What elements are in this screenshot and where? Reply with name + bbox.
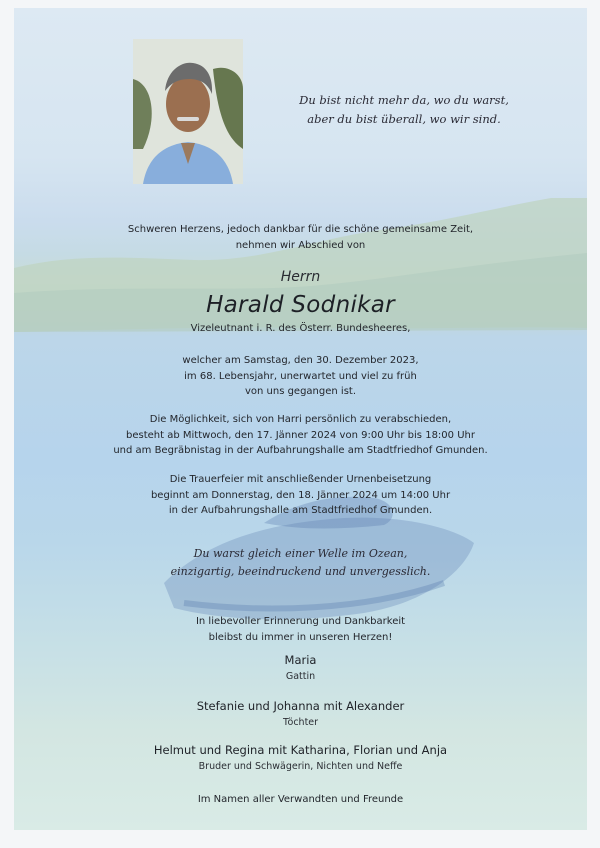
obituary-card [14,8,587,830]
family-member-role: Gattin [285,671,316,682]
top-quote [254,91,554,129]
farewell-line: besteht ab Mittwoch, den 17. Jänner 2024 von 9:00 Uhr bis 18:00 Uhr [126,429,475,441]
family-member-names: Stefanie und Johanna mit Alexander [196,699,405,713]
death-line: welcher am Samstag, den 30. Dezember 2023, [182,355,419,366]
middle-quote-line: Du warst gleich einer Welle im Ozean, [193,547,408,560]
family-member-names: Helmut und Regina mit Katharina, Florian und Anja [153,743,448,757]
intro-line: nehmen wir Abschied von [235,239,366,251]
farewell-info [14,412,587,459]
death-line: im 68. Lebensjahr, unerwartet und viel zu früh [184,370,417,382]
portrait-photo [133,39,243,184]
ceremony-line: beginnt am Donnerstag, den 18. Jänner 2024 um 14:00 Uhr [150,489,451,501]
ceremony-line: in der Aufbahrungshalle am Stadtfriedhof Gmunden. [168,505,433,516]
family-member-role: Bruder und Schwägerin, Nichten und Neffe [198,761,403,772]
ceremony-info [14,472,587,519]
remembrance-line: bleibst du immer in unseren Herzen! [208,631,393,643]
ceremony-line: Die Trauerfeier mit anschließender Urnenbeisetzung [169,474,432,485]
salutation: Herrn [280,269,321,285]
deceased-name: Harald Sodnikar [206,292,395,318]
family-member-names: Maria [284,653,317,667]
death-line: von uns gegangen ist. [244,386,357,397]
intro-text [14,222,587,253]
top-quote-line: Du bist nicht mehr da, wo du warst, [299,93,509,107]
middle-quote-line: einzigartig, beeindruckend und unvergesslich. [170,565,431,578]
top-quote-line: aber du bist überall, wo wir sind. [307,112,501,126]
rank-title: Vizeleutnant i. R. des Österr. Bundesheeres, [190,323,411,334]
farewell-line: Die Möglichkeit, sich von Harri persönlich zu verabschieden, [149,414,452,425]
remembrance-text [14,614,587,645]
farewell-line: und am Begräbnistag in der Aufbahrungshalle am Stadtfriedhof Gmunden. [113,445,488,456]
closing-text: Im Namen aller Verwandten und Freunde [197,794,404,805]
middle-quote [14,545,587,581]
intro-line: Schweren Herzens, jedoch dankbar für die schöne gemeinsame Zeit, [127,224,474,235]
death-notice [14,353,587,400]
family-member-role: Töchter [282,717,319,728]
remembrance-line: In liebevoller Erinnerung und Dankbarkeit [195,616,406,627]
